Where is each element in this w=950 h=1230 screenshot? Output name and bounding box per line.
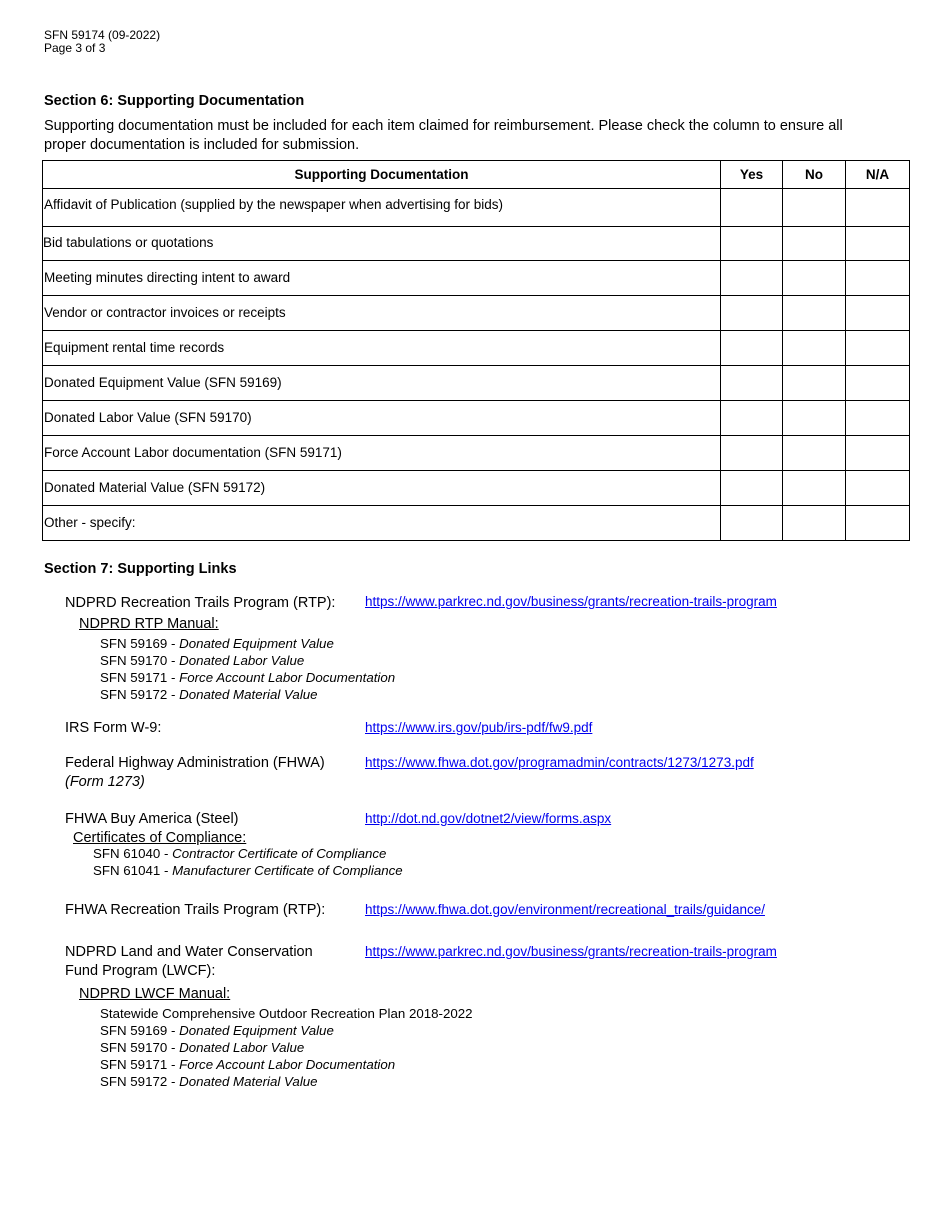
col-header-yes: Yes <box>721 161 783 189</box>
no-cell[interactable] <box>783 331 846 366</box>
row-label-text: Bid tabulations or quotations <box>43 235 214 250</box>
table-row <box>43 366 910 401</box>
lwcf-plan-item: Statewide Comprehensive Outdoor Recreation Plan 2018-2022 <box>100 1006 473 1021</box>
certificate-item: SFN 61041 - Manufacturer Certificate of Compliance <box>93 863 403 878</box>
table-row <box>43 436 910 471</box>
table-row <box>43 189 910 227</box>
buy-america-label: FHWA Buy America (Steel) <box>65 811 239 827</box>
yes-cell[interactable] <box>721 189 783 227</box>
fhwa-label: Federal Highway Administration (FHWA) <box>65 755 325 771</box>
na-cell[interactable] <box>846 506 910 541</box>
row-label-text: Equipment rental time records <box>44 339 225 355</box>
na-cell[interactable] <box>846 331 910 366</box>
yes-cell[interactable] <box>721 436 783 471</box>
section6-intro-line1: Supporting documentation must be included for each item claimed for reimbursement. Please check the column to ensure all <box>44 118 843 134</box>
col-header-documentation: Supporting Documentation <box>43 161 721 189</box>
section6-intro-line2: proper documentation is included for submission. <box>44 137 360 153</box>
no-cell[interactable] <box>783 471 846 506</box>
row-label-text: Other - specify: <box>44 514 136 530</box>
rtp-link[interactable]: https://www.parkrec.nd.gov/business/grants/recreation-trails-program <box>365 594 777 609</box>
col-header-no: No <box>783 161 846 189</box>
row-label <box>43 401 721 436</box>
no-cell[interactable] <box>783 436 846 471</box>
row-label <box>43 436 721 471</box>
irs-label: IRS Form W-9: <box>65 720 162 736</box>
row-label-text: Donated Material Value (SFN 59172) <box>44 479 266 495</box>
yes-cell[interactable] <box>721 227 783 261</box>
lwcf-manual-heading: NDPRD LWCF Manual: <box>79 986 231 1002</box>
row-label <box>43 366 721 401</box>
fhwa-link[interactable]: https://www.fhwa.dot.gov/programadmin/contracts/1273/1273.pdf <box>365 755 754 770</box>
rtp-label: NDPRD Recreation Trails Program (RTP): <box>65 595 336 611</box>
row-label <box>43 471 721 506</box>
supporting-documentation-table <box>42 160 910 541</box>
yes-cell[interactable] <box>721 401 783 436</box>
yes-cell[interactable] <box>721 296 783 331</box>
table-row <box>43 296 910 331</box>
row-label-text: Donated Labor Value (SFN 59170) <box>44 409 252 425</box>
lwcf-label-line2: Fund Program (LWCF): <box>65 963 216 979</box>
irs-link[interactable]: https://www.irs.gov/pub/irs-pdf/fw9.pdf <box>365 720 593 735</box>
row-label <box>43 261 721 296</box>
rtp-manual-heading: NDPRD RTP Manual: <box>79 616 219 632</box>
fhwa-rtp-link[interactable]: https://www.fhwa.dot.gov/environment/recreational_trails/guidance/ <box>365 902 765 917</box>
yes-cell[interactable] <box>721 331 783 366</box>
row-label-text: Affidavit of Publication (supplied by the newspaper when advertising for bids) <box>44 197 504 212</box>
table-row <box>43 261 910 296</box>
section6-intro <box>44 117 914 155</box>
no-cell[interactable] <box>783 506 846 541</box>
fhwa-sublabel: (Form 1273) <box>65 774 145 790</box>
no-cell[interactable] <box>783 366 846 401</box>
row-label <box>43 296 721 331</box>
row-label <box>43 506 721 541</box>
na-cell[interactable] <box>846 401 910 436</box>
rtp-manual-item: SFN 59170 - Donated Labor Value <box>100 653 305 668</box>
no-cell[interactable] <box>783 261 846 296</box>
row-label <box>43 331 721 366</box>
table-row <box>43 227 910 261</box>
row-label-text: Vendor or contractor invoices or receipts <box>44 304 286 320</box>
row-label <box>43 189 721 227</box>
section7-title: Section 7: Supporting Links <box>44 561 237 577</box>
certificates-heading: Certificates of Compliance: <box>73 830 247 846</box>
rtp-manual-item: SFN 59169 - Donated Equipment Value <box>100 636 334 651</box>
table-row <box>43 471 910 506</box>
buy-america-link[interactable]: http://dot.nd.gov/dotnet2/view/forms.aspx <box>365 811 612 826</box>
certificate-item: SFN 61040 - Contractor Certificate of Compliance <box>93 846 387 861</box>
row-label <box>43 227 721 261</box>
na-cell[interactable] <box>846 436 910 471</box>
rtp-manual-item: SFN 59172 - Donated Material Value <box>100 687 318 702</box>
rtp-manual-item: SFN 59171 - Force Account Labor Documentation <box>100 670 396 685</box>
yes-cell[interactable] <box>721 471 783 506</box>
fhwa-rtp-label: FHWA Recreation Trails Program (RTP): <box>65 902 326 918</box>
row-label-text: Meeting minutes directing intent to award <box>44 269 291 285</box>
na-cell[interactable] <box>846 296 910 331</box>
no-cell[interactable] <box>783 189 846 227</box>
yes-cell[interactable] <box>721 366 783 401</box>
col-header-na: N/A <box>846 161 910 189</box>
na-cell[interactable] <box>846 189 910 227</box>
row-label-text: Force Account Labor documentation (SFN 59171) <box>44 444 342 460</box>
lwcf-manual-item: SFN 59169 - Donated Equipment Value <box>100 1023 334 1038</box>
no-cell[interactable] <box>783 296 846 331</box>
section6-title: Section 6: Supporting Documentation <box>44 93 305 109</box>
na-cell[interactable] <box>846 471 910 506</box>
no-cell[interactable] <box>783 401 846 436</box>
lwcf-manual-item: SFN 59171 - Force Account Labor Documentation <box>100 1057 396 1072</box>
na-cell[interactable] <box>846 366 910 401</box>
form-number: SFN 59174 (09-2022) <box>44 28 161 42</box>
lwcf-link[interactable]: https://www.parkrec.nd.gov/business/grants/recreation-trails-program <box>365 944 777 959</box>
page-number: Page 3 of 3 <box>44 41 106 55</box>
no-cell[interactable] <box>783 227 846 261</box>
lwcf-manual-item: SFN 59170 - Donated Labor Value <box>100 1040 305 1055</box>
lwcf-manual-item: SFN 59172 - Donated Material Value <box>100 1074 318 1089</box>
na-cell[interactable] <box>846 261 910 296</box>
table-row <box>43 506 910 541</box>
row-label-text: Donated Equipment Value (SFN 59169) <box>44 374 282 390</box>
table-row <box>43 331 910 366</box>
na-cell[interactable] <box>846 227 910 261</box>
yes-cell[interactable] <box>721 261 783 296</box>
table-row <box>43 401 910 436</box>
yes-cell[interactable] <box>721 506 783 541</box>
lwcf-label-line1: NDPRD Land and Water Conservation <box>65 944 313 960</box>
